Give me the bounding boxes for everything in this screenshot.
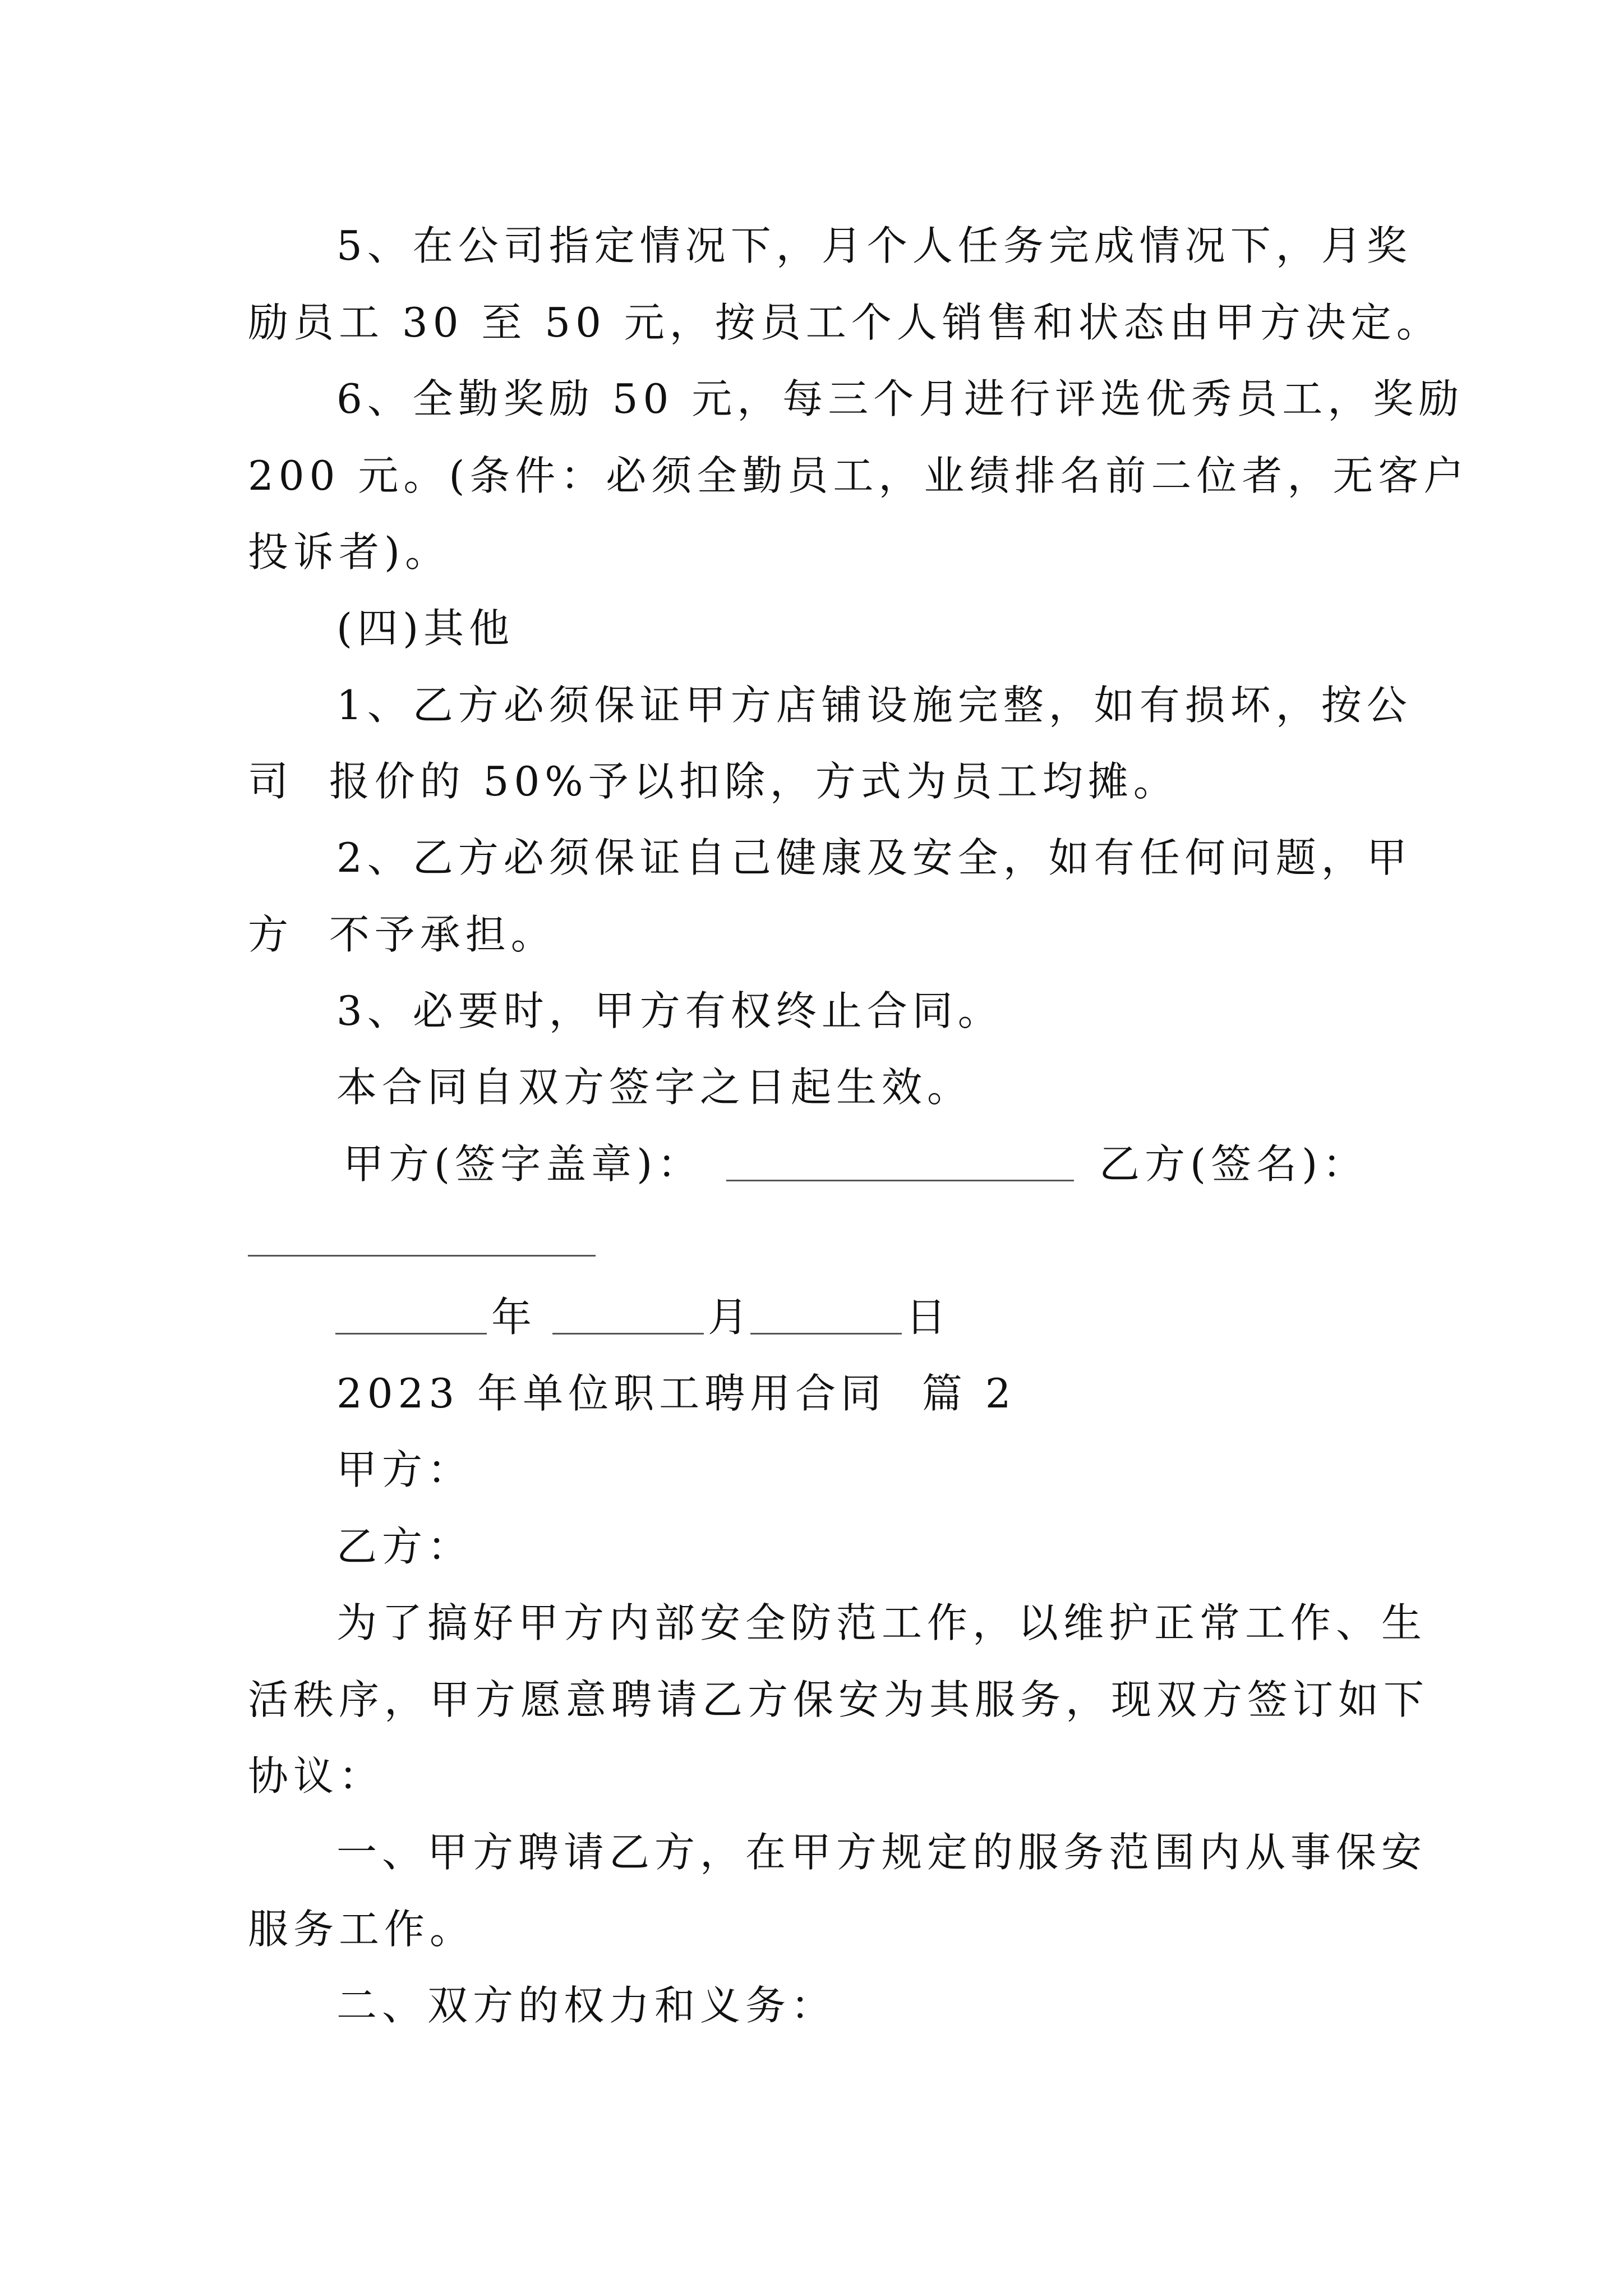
date-day-label: 日: [906, 1294, 952, 1341]
article-2-heading: 二、双方的权力和义务：: [336, 1982, 837, 2029]
paragraph-6-line-2: 200 元。(条件：必须全勤员工，业绩排名前二位者，无客户: [248, 452, 1469, 499]
clause-2-line-2: 方 不予承担。: [248, 911, 556, 958]
clause-2-line-1: 2、乙方必须保证自己健康及安全，如有任何问题，甲: [336, 834, 1412, 881]
signature-line-party-b: [248, 1255, 596, 1257]
signature-label-party-a: 甲方(签字盖章)：: [343, 1140, 703, 1188]
date-month-label: 月: [708, 1294, 754, 1341]
clause-1-line-1: 1、乙方必须保证甲方店铺设施完整，如有损坏，按公: [336, 682, 1412, 729]
clause-3: 3、必要时，甲方有权终止合同。: [336, 987, 1003, 1034]
party-a-label: 甲方：: [336, 1446, 473, 1493]
article-1-line-1: 一、甲方聘请乙方，在甲方规定的服务范围内从事保安: [336, 1829, 1427, 1876]
effective-statement: 本合同自双方签字之日起生效。: [336, 1064, 973, 1111]
section-heading-other: (四)其他: [336, 605, 515, 652]
paragraph-6-line-1: 6、全勤奖励 50 元，每三个月进行评选优秀员工，奖励: [336, 375, 1464, 422]
signature-line-party-a: [726, 1180, 1074, 1181]
party-b-label: 乙方：: [336, 1523, 473, 1570]
clause-1-line-2: 司 报价的 50%予以扣除，方式为员工均摊。: [248, 758, 1179, 805]
intro-line-2: 活秩序，甲方愿意聘请乙方保安为其服务，现双方签订如下: [248, 1676, 1430, 1723]
paragraph-5-line-1: 5、在公司指定情况下，月个人任务完成情况下，月奖: [336, 222, 1412, 269]
article-1-line-2: 服务工作。: [248, 1906, 476, 1953]
date-year-label: 年: [491, 1294, 537, 1341]
contract-title: 2023 年单位职工聘用合同 篇 2: [336, 1370, 1016, 1417]
signature-label-party-b: 乙方(签名)：: [1099, 1140, 1368, 1188]
date-line-day: [750, 1333, 902, 1335]
intro-line-1: 为了搞好甲方内部安全防范工作，以维护正常工作、生: [336, 1599, 1427, 1646]
intro-line-3: 协议：: [248, 1752, 385, 1800]
paragraph-5-line-2: 励员工 30 至 50 元，按员工个人销售和状态由甲方决定。: [248, 299, 1442, 346]
paragraph-6-line-3: 投诉者)。: [248, 528, 451, 576]
date-line-month: [552, 1333, 704, 1335]
date-line-year: [335, 1333, 487, 1335]
